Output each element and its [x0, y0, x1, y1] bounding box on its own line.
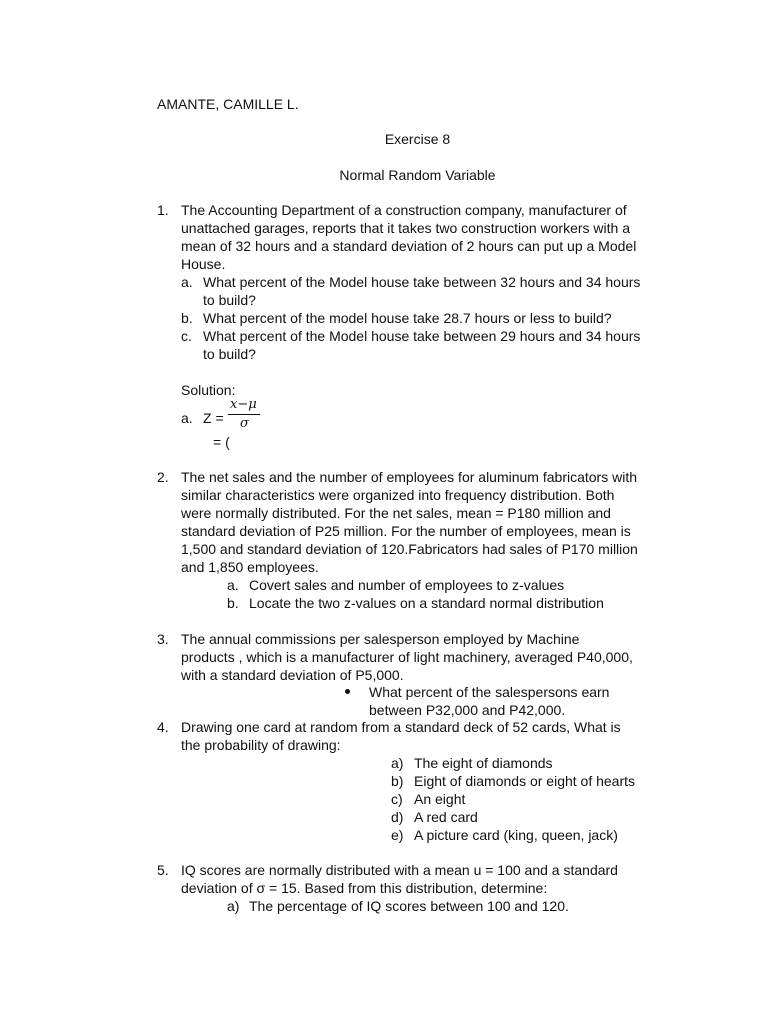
text-line: What percent of the Model house take between 32 hours and 34 hours — [203, 274, 641, 290]
sub-question: An eight — [414, 791, 466, 807]
text-line: deviation of σ = 15. Based from this distribution, determine: — [181, 880, 548, 896]
item-marker: b. — [227, 595, 239, 611]
text-line: IQ scores are normally distributed with a mean u = 100 and a standard — [181, 862, 618, 878]
text-line: to build? — [203, 346, 256, 362]
item-marker: d) — [391, 809, 404, 825]
item-marker: a) — [391, 755, 404, 771]
sub-question: Covert sales and number of employees to z-values — [249, 577, 565, 593]
item-marker: c) — [391, 791, 403, 807]
text-line: What percent of the model house take 28.7 hours or less to build? — [203, 310, 612, 326]
question-number: 2. — [157, 469, 169, 485]
item-marker: a) — [227, 898, 240, 914]
item-marker: b) — [391, 773, 404, 789]
text-line: products , which is a manufacturer of light machinery, averaged P40,000, — [181, 649, 633, 665]
sub-question: The percentage of IQ scores between 100 and 120. — [249, 898, 569, 914]
text-line: The annual commissions per salesperson employed by Machine — [181, 631, 580, 647]
sub-question: Locate the two z-values on a standard normal distribution — [249, 595, 604, 611]
solution-label: Solution: — [181, 382, 236, 398]
z-label: Z = — [203, 410, 224, 426]
text-line: unattached garages, reports that it takes two construction workers with a — [181, 220, 631, 236]
text-line: the probability of drawing: — [181, 737, 341, 753]
student-name: AMANTE, CAMILLE L. — [157, 96, 299, 112]
item-marker: a. — [181, 274, 193, 290]
question-text — [181, 468, 638, 576]
text-line: House. — [181, 256, 226, 272]
item-marker: e) — [391, 827, 404, 843]
question-number: 1. — [157, 202, 169, 218]
z-numerator: x−μ — [230, 397, 257, 412]
question-text — [181, 630, 633, 684]
exercise-title: Exercise 8 — [384, 131, 451, 147]
sub-question: A red card — [414, 809, 478, 825]
text-line: Drawing one card at random from a standard deck of 52 cards, What is — [181, 719, 621, 735]
topic-title: Normal Random Variable — [339, 167, 496, 183]
item-marker: a. — [181, 410, 193, 426]
text-line: similar characteristics were organized into frequency distribution. Both — [181, 487, 615, 503]
text-line: The net sales and the number of employees for aluminum fabricators with — [181, 469, 638, 485]
sub-question — [203, 327, 640, 363]
text-line: The Accounting Department of a construction company, manufacturer of — [181, 202, 627, 218]
text-line: were normally distributed. For the net sales, mean = P180 million and — [181, 505, 611, 521]
text-line: What percent of the Model house take between 29 hours and 34 hours — [203, 328, 641, 344]
item-marker: b. — [181, 310, 193, 326]
bullet-question — [369, 683, 609, 719]
item-marker: a. — [227, 577, 239, 593]
sub-question: The eight of diamonds — [414, 755, 553, 771]
question-text — [181, 718, 621, 754]
question-text — [181, 861, 618, 897]
text-line: and 1,850 employees. — [181, 559, 319, 575]
text-line: standard deviation of P25 million. For the number of employees, mean is — [181, 523, 631, 539]
question-number: 4. — [157, 719, 169, 735]
fraction-bar — [228, 414, 260, 415]
text-line: to build? — [203, 292, 256, 308]
z-denominator: σ — [240, 416, 249, 431]
text-line: 1,500 and standard deviation of 120.Fabricators had sales of P170 million — [181, 541, 638, 557]
question-number: 3. — [157, 631, 169, 647]
item-marker: c. — [181, 328, 192, 344]
sub-question: Eight of diamonds or eight of hearts — [414, 773, 636, 789]
bullet-icon — [345, 689, 350, 694]
sub-question: A picture card (king, queen, jack) — [414, 827, 618, 843]
text-line: between P32,000 and P42,000. — [369, 702, 566, 718]
text-line: with a standard deviation of P5,000. — [181, 667, 404, 683]
question-number: 5. — [157, 862, 169, 878]
sub-question — [203, 309, 612, 327]
sub-question — [203, 273, 640, 309]
text-line: mean of 32 hours and a standard deviation of 2 hours can put up a Model — [181, 238, 637, 254]
z-continuation: = ( — [213, 434, 230, 450]
question-text — [181, 201, 636, 273]
text-line: What percent of the salespersons earn — [369, 684, 610, 700]
